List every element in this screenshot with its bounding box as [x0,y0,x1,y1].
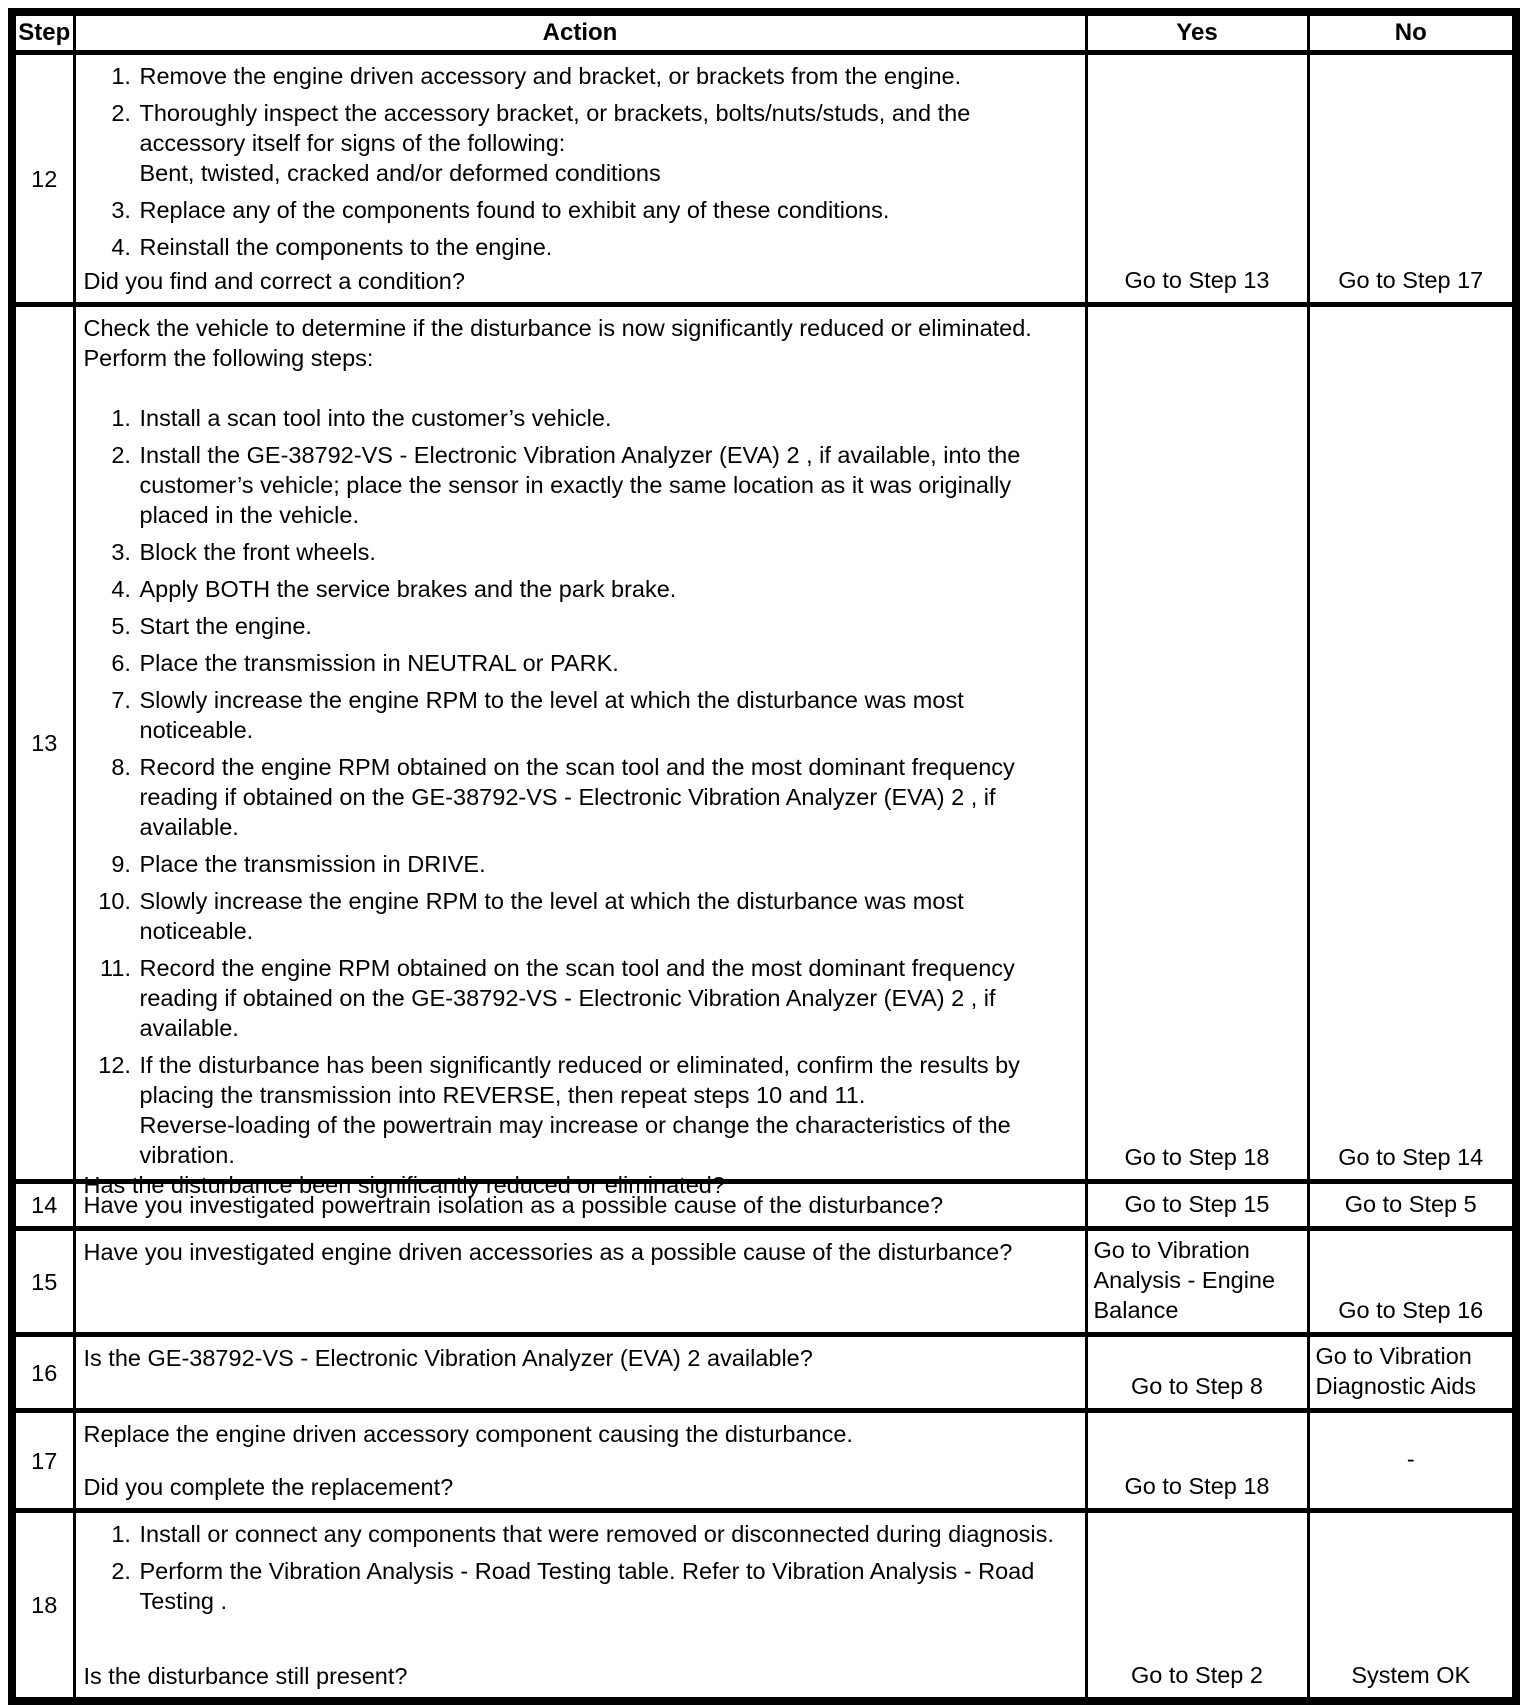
action-cell [74,305,1086,1198]
step-text: 3. Replace any of the components found to exhibit any of these conditions. [139,197,890,223]
action-intro: Have you investigated engine driven accessories as a possible cause of the disturbance? [83,1239,1013,1265]
action-top-block [84,1190,1077,1220]
yes-cell: Go to Vibration Analysis - Engine Balance [1086,1229,1308,1335]
no-cell: Go to Step 16 [1308,1229,1516,1335]
step-number: 12 [12,53,74,305]
action-content [84,1190,1077,1220]
step-text: 2. Install the GE-38792-VS - Electronic Vibration Analyzer (EVA) 2 , if available, into the customer’s vehicle; place the sensor in exactly the same location as it was originally placed in the vehicle. [139,442,1021,528]
step-number: 18 [12,1511,74,1702]
action-intro: Check the vehicle to determine if the disturbance is now significantly reduced or eliminated. Perform the following steps: [83,315,1032,371]
step-text: 1. Install or connect any components that were removed or disconnected during diagnosis. [139,1521,1054,1547]
table-header [12,12,1516,53]
yes-cell: Go to Step 2 [1086,1511,1308,1702]
action-top-block [84,1519,1077,1616]
action-step-item [138,849,1077,879]
table-row [12,1335,1516,1411]
action-top-block [84,1343,1077,1373]
table-body [12,53,1516,1702]
action-steps [84,61,1077,262]
diagnostic-table [8,8,1520,1705]
table-row [12,305,1516,1182]
action-steps [84,1519,1077,1616]
action-step-item [138,61,1077,91]
action-step-item [138,648,1077,678]
step-text: 4. Apply BOTH the service brakes and the park brake. [139,576,677,602]
no-cell: - [1308,1411,1516,1511]
step-note: Reverse-loading of the powertrain may increase or change the characteristics of the vibration. [139,1112,1011,1168]
no-cell: System OK [1308,1511,1516,1702]
action-step-item [138,232,1077,262]
action-content [84,1343,1077,1373]
header-step: Step [12,12,74,53]
action-content [83,313,1077,1198]
action-question: Did you complete the replacement? [83,1474,454,1500]
action-step-item [138,685,1077,745]
action-step-item [138,1556,1077,1616]
action-intro: Have you investigated powertrain isolation as a possible cause of the disturbance? [83,1192,944,1218]
action-step-item [138,440,1077,530]
step-text: 4. Reinstall the components to the engine. [139,234,553,260]
action-top-block [84,1419,1077,1449]
action-cell [74,1335,1086,1411]
step-text: 2. Thoroughly inspect the accessory bracket, or brackets, bolts/nuts/studs, and the accessory itself for signs of the following: [139,100,971,156]
action-cell [74,1511,1086,1702]
no-cell: Go to Vibration Diagnostic Aids [1308,1335,1516,1411]
action-step-item [138,195,1077,225]
yes-cell: Go to Step 18 [1086,305,1308,1182]
step-text: 1. Remove the engine driven accessory and bracket, or brackets from the engine. [139,63,962,89]
table-row [12,1229,1516,1335]
table-row [12,53,1516,305]
step-text: 7. Slowly increase the engine RPM to the level at which the disturbance was most noticeable. [139,687,964,743]
step-text: 8. Record the engine RPM obtained on the scan tool and the most dominant frequency reading if obtained on the GE-38792-VS - Electronic Vibration Analyzer (EVA) 2 , if available. [139,754,1015,840]
action-cell [74,1229,1086,1335]
yes-cell: Go to Step 8 [1086,1335,1308,1411]
no-cell: Go to Step 5 [1308,1182,1516,1229]
no-cell: Go to Step 14 [1308,305,1516,1182]
action-content [84,61,1077,296]
step-text: 5. Start the engine. [139,613,312,639]
yes-cell: Go to Step 15 [1086,1182,1308,1229]
action-content [84,1237,1077,1267]
step-text: 3. Block the front wheels. [139,539,376,565]
step-number: 14 [12,1182,74,1229]
header-yes: Yes [1086,12,1308,53]
step-number: 13 [12,305,74,1182]
action-question: Is the disturbance still present? [83,1663,408,1689]
action-question: Did you find and correct a condition? [83,268,465,294]
action-step-item [138,611,1077,641]
step-note: Bent, twisted, cracked and/or deformed conditions [139,160,661,186]
table-row [12,1511,1516,1702]
yes-cell: Go to Step 13 [1086,53,1308,305]
step-text: 12. If the disturbance has been significantly reduced or eliminated, confirm the results by placing the transmission into REVERSE, then repeat steps 10 and 11. [139,1052,1020,1108]
step-text: 11. Record the engine RPM obtained on the scan tool and the most dominant frequency reading if obtained on the GE-38792-VS - Electronic Vibration Analyzer (EVA) 2 , if available. [139,955,1015,1041]
step-number: 17 [12,1411,74,1511]
action-step-item [138,537,1077,567]
table-header-row [12,12,1516,53]
step-text: 6. Place the transmission in NEUTRAL or PARK. [139,650,619,676]
action-cell [74,1411,1086,1511]
step-number: 15 [12,1229,74,1335]
no-cell: Go to Step 17 [1308,53,1516,305]
yes-cell: Go to Step 18 [1086,1411,1308,1511]
action-cell [74,53,1086,305]
table-row [12,1411,1516,1511]
action-step-item [138,886,1077,946]
action-content [84,1419,1077,1502]
action-steps [84,403,1077,1170]
step-text: 1. Install a scan tool into the customer’s vehicle. [139,405,612,431]
step-text: 9. Place the transmission in DRIVE. [139,851,486,877]
action-top-block [84,1237,1077,1267]
step-number: 16 [12,1335,74,1411]
action-question: Has the disturbance been significantly reduced or eliminated? [83,1172,725,1198]
action-step-item [138,953,1077,1043]
action-step-item [138,98,1077,188]
action-top-block [84,61,1077,262]
step-text: 10. Slowly increase the engine RPM to the level at which the disturbance was most noticeable. [139,888,964,944]
action-step-item [138,1519,1077,1549]
step-text: 2. Perform the Vibration Analysis - Road Testing table. Refer to Vibration Analysis - Road Testing . [139,1558,1035,1614]
action-intro: Replace the engine driven accessory component causing the disturbance. [83,1421,853,1447]
action-top-block [84,313,1077,1170]
action-content [84,1519,1077,1691]
action-step-item [138,752,1077,842]
action-step-item [138,574,1077,604]
action-step-item [138,403,1077,433]
header-no: No [1308,12,1516,53]
header-action: Action [74,12,1086,53]
action-step-item [138,1050,1077,1170]
action-intro: Is the GE-38792-VS - Electronic Vibration Analyzer (EVA) 2 available? [83,1345,813,1371]
